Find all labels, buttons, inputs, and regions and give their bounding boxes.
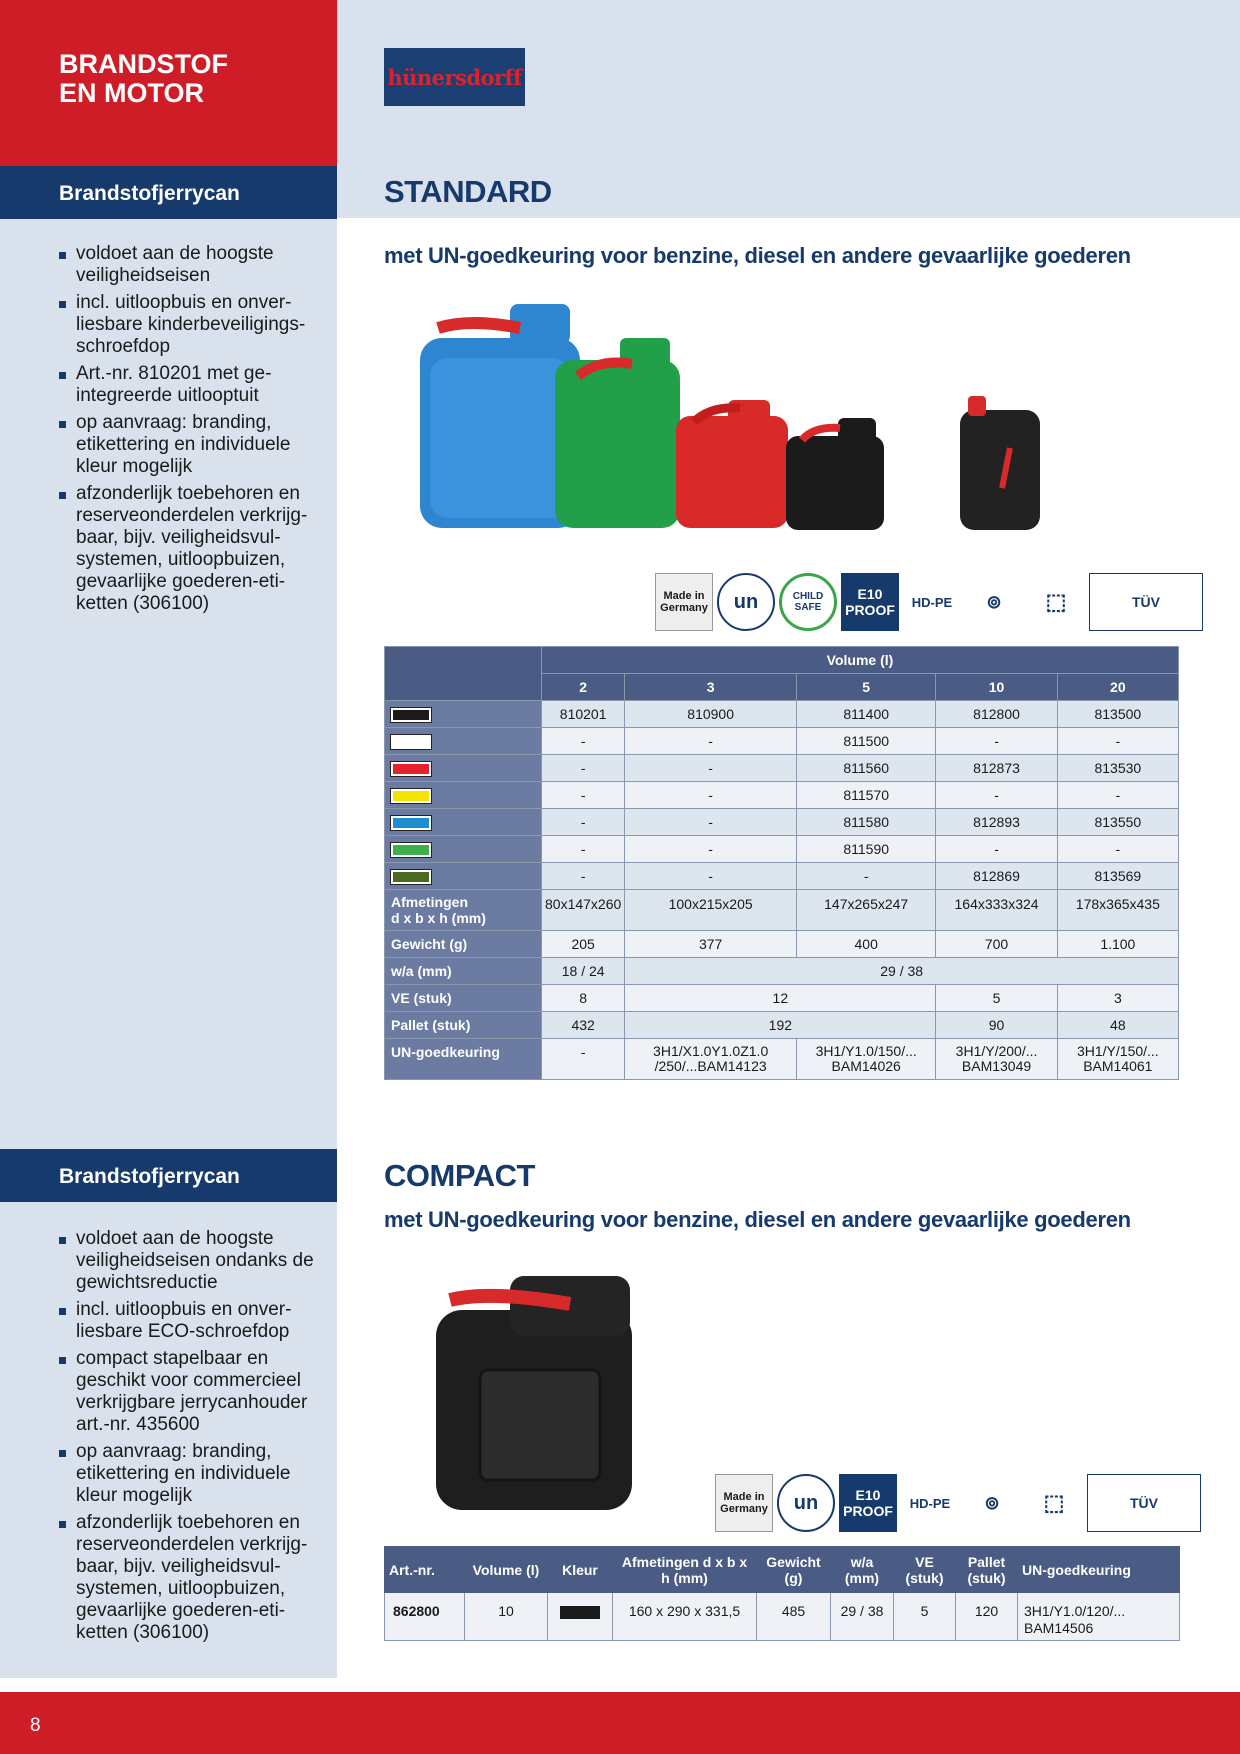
table-cell: 3H1/X1.0Y1.0Z1.0 /250/...BAM14123 (625, 1039, 797, 1080)
category-banner (0, 0, 337, 166)
color-swatch (560, 1606, 600, 1619)
table-cell: - (1057, 782, 1178, 809)
table-cell: - (796, 863, 935, 890)
ve-label: VE (stuk) (385, 985, 542, 1012)
list-item: voldoet aan de hoogste veiligheidseisen (58, 243, 328, 287)
table-cell: 485 (757, 1593, 831, 1641)
col-header: Art.-nr. (385, 1547, 465, 1593)
dimension-icon: ⬚ (1045, 589, 1067, 614)
child-safe-icon: CHILD SAFE (779, 573, 837, 631)
table-cell: - (625, 755, 797, 782)
certification-icons-compact (715, 1474, 1201, 1532)
col-header: Afmetingen d x b x h (mm) (613, 1547, 757, 1593)
table-cell: 700 (936, 931, 1057, 958)
color-label (385, 809, 542, 836)
color-label (385, 836, 542, 863)
col-header: UN-goedkeuring (1018, 1547, 1180, 1593)
table-cell: 10 (465, 1593, 548, 1641)
table-cell: 3H1/Y/150/... BAM14061 (1057, 1039, 1178, 1080)
table-cell: 813500 (1057, 701, 1178, 728)
col-header: VE (stuk) (894, 1547, 956, 1593)
table-cell: 48 (1057, 1012, 1178, 1039)
list-item: afzonderlijk toebehoren en reserveonderdelen verkrijgbaar, bijv. veiligheidsvulsystemen, uitloopbuizen, gevaarlijke goederen-etiketten (306100) (58, 1512, 328, 1644)
table-cell: - (625, 836, 797, 863)
list-item: op aanvraag: branding, etikettering en individuele kleur mogelijk (58, 1441, 328, 1507)
list-item: compact stapelbaar en geschikt voor commercieel verkrijgbare jerrycanhouder art.-nr. 435600 (58, 1348, 328, 1436)
subtitle-compact: met UN-goedkeuring voor benzine, diesel en andere gevaarlijke goederen (384, 1207, 1131, 1232)
list-item: Art.-nr. 810201 met geintegreerde uitlooptuit (58, 363, 328, 407)
tuv-icon: TÜV (1087, 1474, 1201, 1532)
feature-list-compact (58, 1228, 328, 1649)
table-cell: - (625, 782, 797, 809)
table-cell: 12 (625, 985, 936, 1012)
table-cell: 160 x 290 x 331,5 (613, 1593, 757, 1641)
gew-label: Gewicht (g) (385, 931, 542, 958)
afm-label: Afmetingen d x b x h (mm) (385, 890, 542, 931)
table-cell: 812873 (936, 755, 1057, 782)
col-header: Volume (l) (465, 1547, 548, 1593)
jerrycans-image (410, 298, 1070, 538)
color-row (385, 701, 1179, 728)
color-label (385, 728, 542, 755)
list-item: afzonderlijk toebehoren en reserveonderdelen verkrijgbaar, bijv. veiligheidsvulsystemen, uitloopbuizen, gevaarlijke goederen-etiketten (306100) (58, 483, 328, 615)
table-cell: - (625, 728, 797, 755)
table-cell: 813550 (1057, 809, 1178, 836)
volume-header: Volume (l) (542, 647, 1179, 674)
table-cell: - (625, 863, 797, 890)
table-cell: 164x333x324 (936, 890, 1057, 931)
color-row (385, 755, 1179, 782)
col-header: w/a (mm) (831, 1547, 894, 1593)
color-swatch (391, 870, 431, 884)
volume-col: 5 (796, 674, 935, 701)
table-cell: 5 (936, 985, 1057, 1012)
table-cell: 29 / 38 (625, 958, 1179, 985)
table-cell: 18 / 24 (542, 958, 625, 985)
table-cell: - (542, 809, 625, 836)
category-title: BRANDSTOF EN MOTOR (59, 49, 229, 108)
table-cell: 5 (894, 1593, 956, 1641)
page-number: 8 (30, 1715, 41, 1736)
volume-col: 2 (542, 674, 625, 701)
color-swatch (391, 708, 431, 722)
list-item: voldoet aan de hoogste veiligheidseisen ondanks de gewichtsreductie (58, 1228, 328, 1294)
color-row (385, 836, 1179, 863)
table-cell: 812869 (936, 863, 1057, 890)
table-cell: - (936, 728, 1057, 755)
opening-dimension-icon: ⊚ (984, 1492, 1000, 1513)
standard-spec-table (384, 646, 1179, 1080)
table-cell: 3H1/Y1.0/150/... BAM14026 (796, 1039, 935, 1080)
table-cell: 811500 (796, 728, 935, 755)
table-cell: - (1057, 836, 1178, 863)
color-swatch (391, 735, 431, 749)
list-item: incl. uitloopbuis en onverliesbare ECO-schroefdop (58, 1299, 328, 1343)
table-cell: - (542, 728, 625, 755)
compact-jerrycan-image (430, 1270, 650, 1515)
color-label (385, 701, 542, 728)
table-cell: - (625, 809, 797, 836)
subtitle-standard: met UN-goedkeuring voor benzine, diesel en andere gevaarlijke goederen (384, 243, 1131, 268)
color-label (385, 755, 542, 782)
dimension-icon: ⬚ (1043, 1490, 1065, 1515)
feature-list-standard (58, 243, 328, 620)
table-cell: 80x147x260 (542, 890, 625, 931)
table-cell: 432 (542, 1012, 625, 1039)
table-cell: 862800 (385, 1593, 465, 1641)
table-cell: 3H1/Y/200/... BAM13049 (936, 1039, 1057, 1080)
table-cell: 90 (936, 1012, 1057, 1039)
pal-label: Pallet (stuk) (385, 1012, 542, 1039)
table-corner (385, 647, 542, 701)
table-cell: 3 (1057, 985, 1178, 1012)
made-in-germany-icon: Made in Germany (655, 573, 713, 631)
color-label (385, 782, 542, 809)
table-cell: 811560 (796, 755, 935, 782)
table-row (385, 1593, 1180, 1641)
table-cell: 813569 (1057, 863, 1178, 890)
section-label-standard: Brandstofjerrycan (0, 166, 337, 219)
un-label: UN-goedkeuring (385, 1039, 542, 1080)
table-cell: 810201 (542, 701, 625, 728)
table-cell: 120 (956, 1593, 1018, 1641)
footer-bar (0, 1692, 1240, 1754)
certification-icons-standard (655, 573, 1203, 631)
wa-label: w/a (mm) (385, 958, 542, 985)
volume-col: 10 (936, 674, 1057, 701)
list-item: incl. uitloopbuis en onverliesbare kinderbeveiligingsschroefdop (58, 292, 328, 358)
section-title-standard: STANDARD (384, 174, 552, 209)
color-row (385, 809, 1179, 836)
table-cell: 3H1/Y1.0/120/... BAM14506 (1018, 1593, 1180, 1641)
table-cell: 400 (796, 931, 935, 958)
table-cell: 810900 (625, 701, 797, 728)
table-cell: 811570 (796, 782, 935, 809)
table-cell: 813530 (1057, 755, 1178, 782)
tuv-icon: TÜV (1089, 573, 1203, 631)
color-swatch (391, 816, 431, 830)
table-cell: - (1057, 728, 1178, 755)
brand-logo: hünersdorff (384, 48, 525, 106)
table-cell: - (542, 863, 625, 890)
table-cell: 192 (625, 1012, 936, 1039)
hdpe-icon: HD-PE (911, 594, 953, 610)
table-cell: 100x215x205 (625, 890, 797, 931)
color-swatch (391, 762, 431, 776)
table-cell: - (542, 782, 625, 809)
e10-proof-icon: E10 PROOF (841, 573, 899, 631)
volume-col: 20 (1057, 674, 1178, 701)
table-cell: 811590 (796, 836, 935, 863)
compact-spec-table (384, 1546, 1180, 1641)
table-cell: - (542, 836, 625, 863)
table-cell: - (542, 1039, 625, 1080)
table-cell: 812800 (936, 701, 1057, 728)
table-cell: 29 / 38 (831, 1593, 894, 1641)
section-title-compact: COMPACT (384, 1158, 535, 1193)
color-row (385, 782, 1179, 809)
table-cell: - (542, 755, 625, 782)
table-cell: 178x365x435 (1057, 890, 1178, 931)
color-cell (548, 1593, 613, 1641)
table-cell: 377 (625, 931, 797, 958)
color-swatch (391, 843, 431, 857)
table-cell: - (936, 782, 1057, 809)
color-label (385, 863, 542, 890)
opening-dimension-icon: ⊚ (986, 591, 1002, 612)
col-header: Pallet (stuk) (956, 1547, 1018, 1593)
table-cell: 205 (542, 931, 625, 958)
table-cell: 811400 (796, 701, 935, 728)
made-in-germany-icon: Made in Germany (715, 1474, 773, 1532)
section-label-compact: Brandstofjerrycan (0, 1149, 337, 1202)
color-row (385, 863, 1179, 890)
volume-col: 3 (625, 674, 797, 701)
e10-proof-icon: E10 PROOF (839, 1474, 897, 1532)
table-cell: 147x265x247 (796, 890, 935, 931)
table-cell: - (936, 836, 1057, 863)
un-icon: un (717, 573, 775, 631)
col-header: Gewicht (g) (757, 1547, 831, 1593)
col-header: Kleur (548, 1547, 613, 1593)
table-cell: 812893 (936, 809, 1057, 836)
color-swatch (391, 789, 431, 803)
hdpe-icon: HD-PE (909, 1495, 951, 1511)
un-icon: un (777, 1474, 835, 1532)
table-cell: 1.100 (1057, 931, 1178, 958)
table-cell: 811580 (796, 809, 935, 836)
table-cell: 8 (542, 985, 625, 1012)
color-row (385, 728, 1179, 755)
list-item: op aanvraag: branding, etikettering en individuele kleur mogelijk (58, 412, 328, 478)
